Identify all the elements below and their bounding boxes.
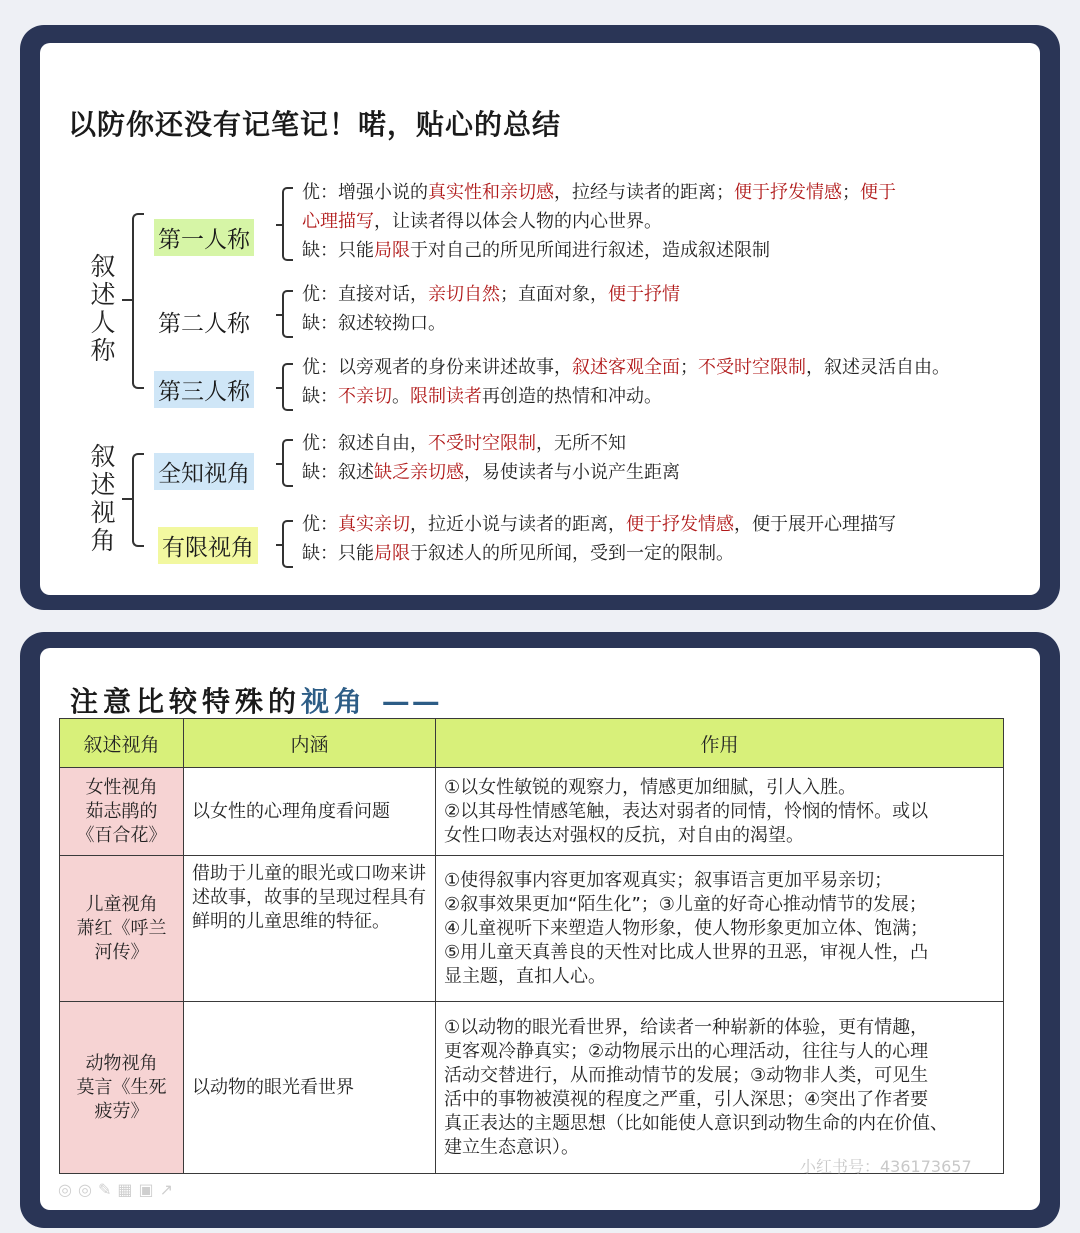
special-view-title xyxy=(70,680,442,720)
effect-line: ①以女性敏锐的观察力，情感更加细腻，引人入胜。 xyxy=(444,776,857,798)
first-pros-red2: 便于抒发情感 xyxy=(734,182,842,203)
edit-icon: ✎ xyxy=(97,1180,118,1199)
meaning-cell: 借助于儿童的眼光或口吻来讲述故事，故事的呈现过程具有鲜明的儿童思维的特征。 xyxy=(184,856,436,1002)
summary-card xyxy=(20,25,1060,610)
effect-line: ⑤用儿童天真善良的天性对比成人世界的丑恶，审视人性，凸 xyxy=(444,941,929,963)
limited-pros xyxy=(302,510,1022,539)
person-brace-tick xyxy=(122,299,132,301)
omniscient-cons-tail: ，易使读者与小说产生距离 xyxy=(464,462,680,483)
header-perspective: 叙述视角 xyxy=(60,719,184,768)
perspective-cell xyxy=(60,1002,184,1174)
view-group-brace xyxy=(132,453,144,547)
first-person-pros xyxy=(302,178,1022,207)
third-person-cons xyxy=(302,382,1032,411)
first-pros-sep: ； xyxy=(842,182,860,203)
effect-line: ①以动物的眼光看世界，给读者一种崭新的体验，更有情趣， xyxy=(444,1016,929,1038)
limited-pros-mid: ，拉近小说与读者的距离， xyxy=(410,514,626,535)
table-row xyxy=(60,856,1004,1002)
circle-icon: ◎ xyxy=(58,1180,78,1199)
effect-cell xyxy=(436,768,1004,856)
effect-line: ①使得叙事内容更加客观真实；叙事语言更加平易亲切； xyxy=(444,869,893,891)
limited-pros-tail: ，便于展开心理描写 xyxy=(734,514,896,535)
effect-line: 建立生态意识）。 xyxy=(444,1136,579,1158)
first-cons-red: 局限 xyxy=(374,240,410,261)
first-person-brace xyxy=(282,187,293,261)
term-first-person: 第一人称 xyxy=(154,219,254,256)
meaning-cell: 以女性的心理角度看问题 xyxy=(184,768,436,856)
third-cons-red2: 限制读者 xyxy=(410,386,482,407)
second-pros-prefix: 优：直接对话， xyxy=(302,284,428,305)
first-person-desc xyxy=(302,178,1022,265)
table-row xyxy=(60,768,1004,856)
second-person-desc xyxy=(302,280,1022,338)
narrative-person-label: 叙述人称 xyxy=(90,252,116,365)
first-pros-prefix: 优：增强小说的 xyxy=(302,182,428,203)
person-group-brace xyxy=(132,213,144,389)
image-icon: ▣ xyxy=(138,1180,160,1199)
third-cons-mid: 。 xyxy=(392,386,410,407)
watermark: 小红书号：436173657 xyxy=(800,1157,972,1176)
perspective-line: 莫言《生死 xyxy=(76,1076,167,1098)
omniscient-cons-prefix: 缺：叙述 xyxy=(302,462,374,483)
third-pros-prefix: 优：以旁观者的身份来讲述故事， xyxy=(302,357,572,378)
effect-cell xyxy=(436,1002,1004,1174)
omniscient-cons xyxy=(302,458,1022,487)
perspective-cell xyxy=(60,856,184,1002)
omniscient-pros xyxy=(302,429,1022,458)
first-pros-tail: ，让读者得以体会人物的内心世界。 xyxy=(374,211,662,232)
first-person-pros-cont xyxy=(302,207,1022,236)
third-cons-red1: 不亲切 xyxy=(338,386,392,407)
third-pros-tail: ，叙述灵活自由。 xyxy=(806,357,950,378)
first-cons-tail: 于对自己的所见所闻进行叙述，造成叙述限制 xyxy=(410,240,770,261)
special-view-title-accent: 视角 xyxy=(301,685,368,718)
first-person-cons xyxy=(302,236,1022,265)
third-cons-tail: 再创造的热情和冲动。 xyxy=(482,386,662,407)
effect-line: 活动交替进行，从而推动情节的发展；③动物非人类，可见生 xyxy=(444,1064,929,1086)
third-pros-red1: 叙述客观全面 xyxy=(572,357,680,378)
share-icon: ↗ xyxy=(159,1180,179,1199)
third-pros-mid: ； xyxy=(680,357,698,378)
omniscient-brace xyxy=(282,439,293,487)
effect-line: ④儿童视听下来塑造人物形象，使人物形象更加立体、饱满； xyxy=(444,917,929,939)
comparison-table xyxy=(59,718,1004,1174)
effect-line: 显主题，直扣人心。 xyxy=(444,965,606,987)
perspective-line: 《百合花》 xyxy=(76,824,167,846)
third-person-brace xyxy=(282,363,293,411)
third-cons-prefix: 缺： xyxy=(302,386,338,407)
header-meaning: 内涵 xyxy=(184,719,436,768)
first-pros-red3b: 心理描写 xyxy=(302,211,374,232)
limited-brace xyxy=(282,520,293,568)
perspective-cell xyxy=(60,768,184,856)
perspective-line: 女性视角 xyxy=(85,776,158,798)
perspective-line: 动物视角 xyxy=(85,1052,158,1074)
third-person-desc xyxy=(302,353,1032,411)
limited-cons-red: 局限 xyxy=(374,543,410,564)
circle-icon: ◎ xyxy=(77,1180,98,1199)
summary-title: 以防你还没有记笔记！喏，贴心的总结 xyxy=(68,108,562,141)
header-effect: 作用 xyxy=(436,719,1004,768)
perspective-line: 儿童视角 xyxy=(85,893,158,915)
omniscient-pros-prefix: 优：叙述自由， xyxy=(302,433,428,454)
special-view-card-body xyxy=(40,648,1040,1210)
second-pros-mid: ；直面对象， xyxy=(500,284,608,305)
second-pros-red2: 便于抒情 xyxy=(608,284,680,305)
table-row xyxy=(60,1002,1004,1174)
limited-desc xyxy=(302,510,1022,568)
view-brace-tick xyxy=(122,498,132,500)
first-cons-prefix: 缺：只能 xyxy=(302,240,374,261)
third-pros-red2: 不受时空限制 xyxy=(698,357,806,378)
special-view-card xyxy=(20,632,1060,1228)
effect-line: 活中的事物被漠视的程度之严重，引人深思；④突出了作者要 xyxy=(444,1088,929,1110)
limited-cons xyxy=(302,539,1022,568)
second-person-pros xyxy=(302,280,1022,309)
effect-line: 女性口吻表达对强权的反抗，对自由的渴望。 xyxy=(444,824,804,846)
third-person-pros xyxy=(302,353,1032,382)
second-person-cons: 缺：叙述较拗口。 xyxy=(302,313,446,334)
special-view-title-dash: —— xyxy=(381,685,442,718)
grid-icon: ▦ xyxy=(117,1180,139,1199)
table-header-row xyxy=(60,719,1004,768)
limited-pros-prefix: 优： xyxy=(302,514,338,535)
narrative-view-label: 叙述视角 xyxy=(90,442,116,555)
term-second-person: 第二人称 xyxy=(158,311,250,337)
second-person-brace xyxy=(282,290,293,338)
perspective-line: 茹志鹃的 xyxy=(85,800,158,822)
summary-card-body xyxy=(40,43,1040,595)
effect-line: ②叙事效果更加“陌生化”；③儿童的好奇心推动情节的发展； xyxy=(444,893,927,915)
second-pros-red1: 亲切自然 xyxy=(428,284,500,305)
first-pros-mid: ，拉经与读者的距离； xyxy=(554,182,734,203)
limited-cons-prefix: 缺：只能 xyxy=(302,543,374,564)
limited-cons-tail: 于叙述人的所见所闻，受到一定的限制。 xyxy=(410,543,734,564)
meaning-cell: 以动物的眼光看世界 xyxy=(184,1002,436,1174)
limited-pros-red2: 便于抒发情感 xyxy=(626,514,734,535)
omniscient-desc xyxy=(302,429,1022,487)
perspective-line: 河传》 xyxy=(94,941,149,963)
effect-line: 更客观冷静真实；②动物展示出的心理活动，往往与人的心理 xyxy=(444,1040,929,1062)
first-pros-red3a: 便于 xyxy=(860,182,896,203)
limited-pros-red1: 真实亲切 xyxy=(338,514,410,535)
special-view-title-main: 注意比较特殊的 xyxy=(70,685,302,718)
toolbar-icons xyxy=(58,1180,179,1199)
omniscient-cons-red: 缺乏亲切感 xyxy=(374,462,464,483)
first-pros-red1: 真实性和亲切感 xyxy=(428,182,554,203)
term-third-person: 第三人称 xyxy=(154,371,254,408)
term-limited-view: 有限视角 xyxy=(158,527,258,564)
effect-line: ②以其母性情感笔触，表达对弱者的同情，怜悯的情怀。或以 xyxy=(444,800,929,822)
effect-line: 真正表达的主题思想（比如能使人意识到动物生命的内在价值、 xyxy=(444,1112,948,1134)
perspective-line: 萧红《呼兰 xyxy=(76,917,167,939)
omniscient-pros-tail: ，无所不知 xyxy=(536,433,626,454)
omniscient-pros-red: 不受时空限制 xyxy=(428,433,536,454)
term-omniscient-view: 全知视角 xyxy=(154,453,254,490)
effect-cell xyxy=(436,856,1004,1002)
perspective-line: 疲劳》 xyxy=(94,1100,149,1122)
